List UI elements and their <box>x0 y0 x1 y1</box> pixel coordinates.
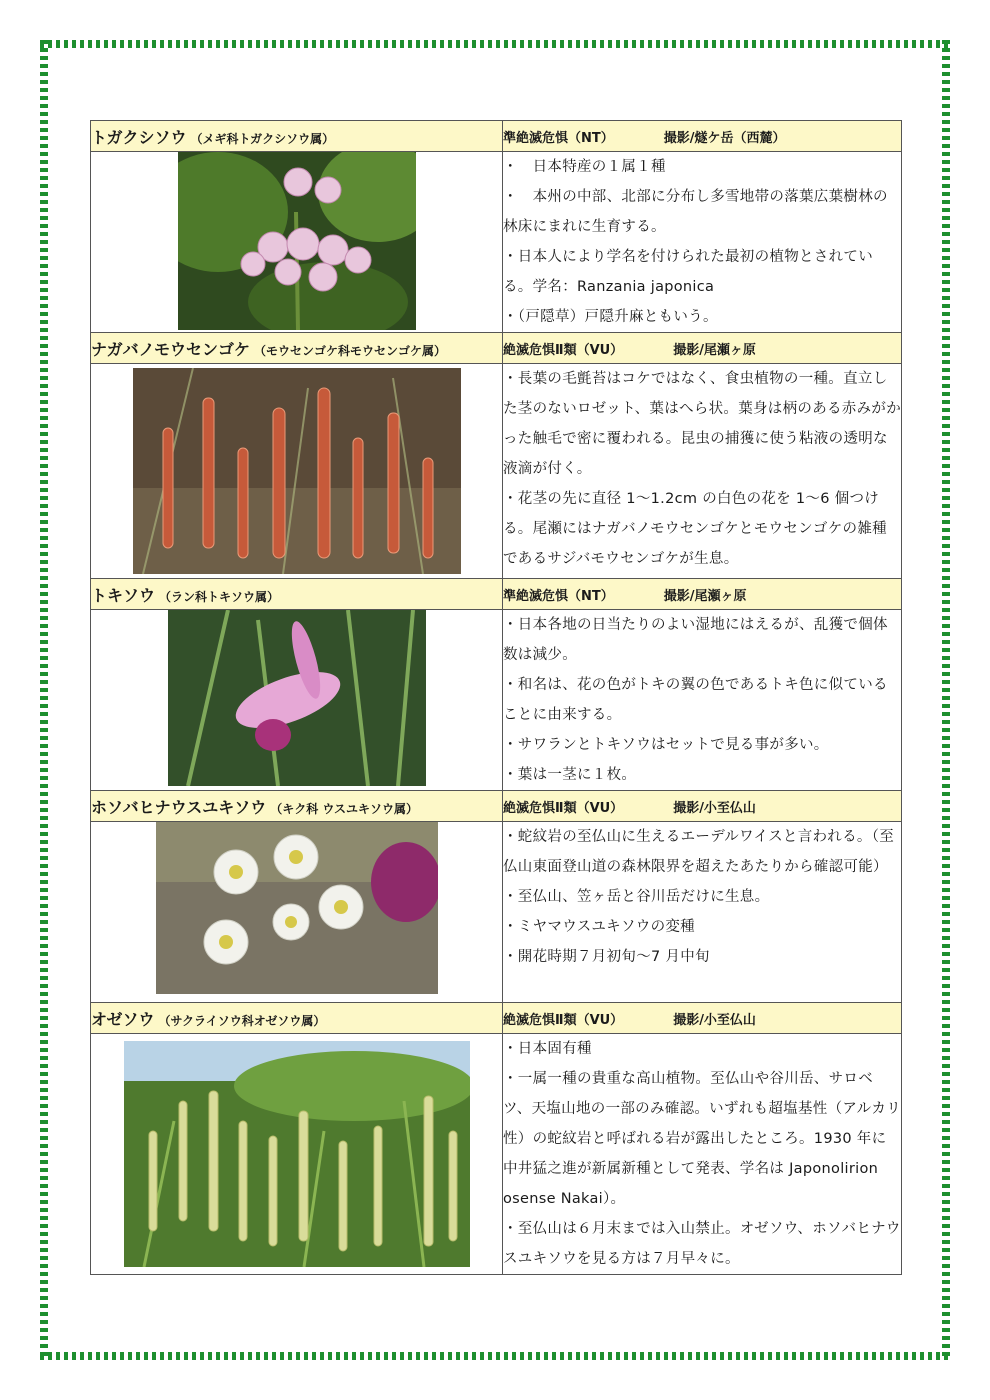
photo-location: 撮影/尾瀬ヶ原 <box>673 342 756 358</box>
description-line: ・ 日本特産の１属１種 <box>503 159 666 175</box>
photo-location: 撮影/小至仏山 <box>673 1012 756 1028</box>
plant-table <box>90 120 902 1275</box>
border-bottom <box>40 1352 950 1360</box>
togakushiso-photo <box>178 152 416 330</box>
conservation-status: 準絶滅危惧（NT） <box>503 588 614 604</box>
plant-body-row <box>91 610 902 791</box>
description-cell <box>503 364 902 579</box>
plant-name: トガクシソウ <box>91 127 187 147</box>
plant-body-row <box>91 364 902 579</box>
status-cell <box>503 121 902 152</box>
description-cell <box>503 1034 902 1275</box>
plant-name: ホソバヒナウスユキソウ <box>91 797 267 817</box>
border-right <box>942 40 950 1360</box>
plant-name: トキソウ <box>91 585 156 605</box>
plant-name-cell <box>91 333 503 364</box>
plant-family: （モウセンゴケ科モウセンゴケ属） <box>254 343 447 358</box>
conservation-status: 絶滅危惧Ⅱ類（VU） <box>503 342 624 358</box>
hosobahinausuyukisou-photo <box>156 822 438 994</box>
description-line: ・日本固有種 <box>503 1041 592 1057</box>
photo-location: 撮影/燧ケ岳（西麓） <box>663 130 786 146</box>
conservation-status: 絶滅危惧Ⅱ類（VU） <box>503 800 624 816</box>
description-line: ・一属一種の貴重な高山植物。至仏山や谷川岳、サロベツ、天塩山地の一部のみ確認。いずれも超塩基性（アルカリ性）の蛇紋岩と呼ばれる岩が露出したところ。1930 年に中井猛之進が新属新種として発表、学名は Japonolirion osense Nakai）。 <box>503 1071 902 1207</box>
status-cell <box>503 791 902 822</box>
description-line: ・開花時期７月初旬～7 月中旬 <box>503 949 710 965</box>
description-line: ・日本各地の日当たりのよい湿地にはえるが、乱獲で個体数は減少。 <box>503 617 888 663</box>
plant-name: オゼソウ <box>91 1009 155 1029</box>
description-line: ・（戸隠草）戸隠升麻ともいう。 <box>503 309 718 325</box>
status-cell <box>503 1003 902 1034</box>
description-line: ・サワランとトキソウはセットで見る事が多い。 <box>503 737 829 753</box>
description-line: ・日本人により学名を付けられた最初の植物とされている。学名：Ranzania japonica <box>503 249 873 295</box>
plant-name-cell <box>91 579 503 610</box>
conservation-status: 絶滅危惧Ⅱ類（VU） <box>503 1012 624 1028</box>
photo-cell <box>91 152 503 333</box>
nagabanomousengoke-photo <box>133 368 461 574</box>
plant-body-row <box>91 152 902 333</box>
plant-name-cell <box>91 121 503 152</box>
description-line: ・長葉の毛氈苔はコケではなく、食虫植物の一種。直立した茎のないロゼット、葉はへら状。葉身は柄のある赤みがかった触毛で密に覆われる。昆虫の捕獲に使う粘液の透明な液滴が付く。 <box>503 371 902 477</box>
description-line: ・至仏山は６月末までは入山禁止。オゼソウ、ホソバヒナウスユキソウを見る方は７月早々に。 <box>503 1221 901 1267</box>
plant-header-row <box>91 1003 902 1034</box>
plant-body-row <box>91 1034 902 1275</box>
plant-name-cell <box>91 1003 503 1034</box>
plant-header-row <box>91 121 902 152</box>
plant-header-row <box>91 333 902 364</box>
description-line: ・花茎の先に直径 1～1.2cm の白色の花を 1～6 個つける。尾瀬にはナガバノモウセンゴケとモウセンゴケの雑種であるサジバモウセンゴケが生息。 <box>503 491 887 567</box>
description-line: ・ 本州の中部、北部に分布し多雪地帯の落葉広葉樹林の林床にまれに生育する。 <box>503 189 888 235</box>
border-top <box>40 40 950 48</box>
description-line: ・和名は、花の色がトキの翼の色であるトキ色に似ていることに由来する。 <box>503 677 888 723</box>
status-cell <box>503 579 902 610</box>
plant-name-cell <box>91 791 503 822</box>
photo-cell <box>91 364 503 579</box>
photo-location: 撮影/尾瀬ヶ原 <box>663 588 747 604</box>
photo-location: 撮影/小至仏山 <box>673 800 756 816</box>
ozesou-photo <box>124 1041 470 1267</box>
plant-family: （キク科 ウスユキソウ属） <box>270 801 419 816</box>
description-cell <box>503 822 902 1003</box>
plant-family: （ラン科トキソウ属） <box>159 589 280 604</box>
plant-header-row <box>91 791 902 822</box>
border-left <box>40 40 48 1360</box>
plant-header-row <box>91 579 902 610</box>
plant-family: （メギ科トガクシソウ属） <box>190 131 335 146</box>
plant-body-row <box>91 822 902 1003</box>
description-line: ・葉は一茎に１枚。 <box>503 767 637 783</box>
conservation-status: 準絶滅危惧（NT） <box>503 130 614 146</box>
plant-name: ナガバノモウセンゴケ <box>91 339 251 359</box>
description-cell <box>503 152 902 333</box>
photo-cell <box>91 822 503 1003</box>
description-line: ・蛇紋岩の至仏山に生えるエーデルワイスと言われる。（至仏山東面登山道の森林限界を超えたあたりから確認可能） <box>503 829 895 875</box>
status-cell <box>503 333 902 364</box>
photo-cell <box>91 610 503 791</box>
description-cell <box>503 610 902 791</box>
description-line: ・ミヤマウスユキソウの変種 <box>503 919 695 935</box>
plant-family: （サクライソウ科オゼソウ属） <box>158 1013 326 1028</box>
photo-cell <box>91 1034 503 1275</box>
tokisou-photo <box>168 610 426 786</box>
description-line: ・至仏山、笠ヶ岳と谷川岳だけに生息。 <box>503 889 770 905</box>
